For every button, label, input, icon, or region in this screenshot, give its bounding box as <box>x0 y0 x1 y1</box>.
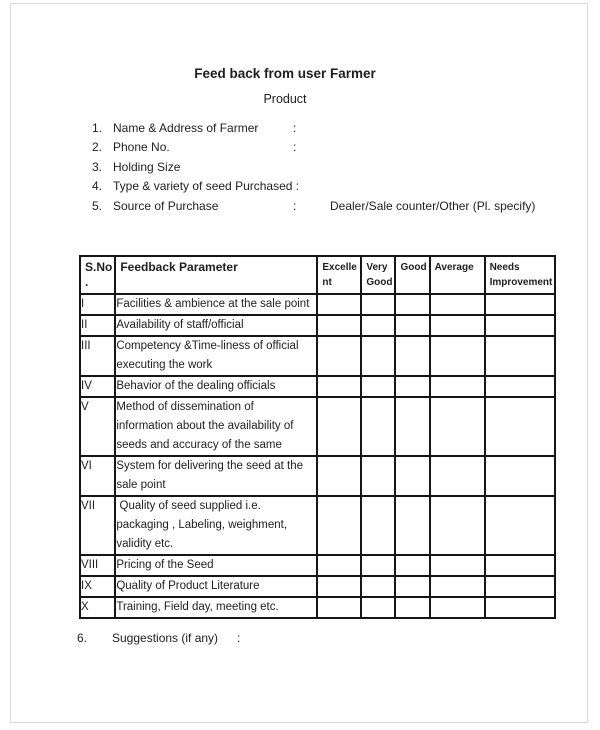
form-field-list <box>92 121 582 218</box>
rating-cell-average <box>430 376 485 397</box>
rating-cell-excellent <box>317 597 361 618</box>
rating-cell-very-good <box>361 597 395 618</box>
table-row <box>80 576 555 597</box>
parameter-text-line: sale point <box>116 479 166 491</box>
rating-cell-good <box>395 376 429 397</box>
parameter-text-line: seeds and accuracy of the same <box>116 439 282 451</box>
field-label: Name & Address of Farmer <box>113 121 259 135</box>
rating-cell-average <box>430 576 485 597</box>
table-row <box>80 397 555 456</box>
sno-cell <box>80 315 115 336</box>
table-row <box>80 336 555 376</box>
parameter-cell <box>115 294 317 315</box>
rating-cell-very-good <box>361 496 395 555</box>
header-text-line: Good <box>400 262 427 273</box>
table-row <box>80 597 555 618</box>
sno-text: VIII <box>81 559 99 571</box>
header-text-line: Excelle <box>322 262 357 273</box>
header-text-line: Improvement <box>489 277 553 288</box>
rating-cell-excellent <box>317 397 361 456</box>
rating-cell-excellent <box>317 576 361 597</box>
rating-cell-good <box>395 576 429 597</box>
rating-cell-excellent <box>317 336 361 376</box>
rating-cell-good <box>395 336 429 376</box>
field-value: Dealer/Sale counter/Other (Pl. specify) <box>330 198 536 213</box>
column-header-good <box>395 256 429 294</box>
field-number: 2. <box>92 140 103 155</box>
field-label: Phone No. <box>113 140 170 155</box>
rating-cell-needs-improvement <box>485 456 556 496</box>
header-text-line: Good <box>366 277 393 288</box>
column-header-very-good <box>361 256 395 294</box>
rating-cell-needs-improvement <box>485 576 556 597</box>
form-field <box>92 199 582 218</box>
parameter-text-line: System for delivering the seed at the <box>116 460 303 472</box>
header-text-line: nt <box>322 277 332 288</box>
rating-cell-needs-improvement <box>485 496 556 555</box>
rating-cell-very-good <box>361 336 395 376</box>
table-row <box>80 294 555 315</box>
table-row <box>80 456 555 496</box>
rating-cell-very-good <box>361 397 395 456</box>
rating-cell-good <box>395 555 429 576</box>
parameter-cell <box>115 555 317 576</box>
rating-cell-needs-improvement <box>485 597 556 618</box>
header-text-line: . <box>85 275 89 289</box>
sno-text: X <box>81 601 89 613</box>
parameter-cell <box>115 576 317 597</box>
sno-cell <box>80 597 115 618</box>
parameter-cell <box>115 496 317 555</box>
sno-cell <box>80 555 115 576</box>
rating-cell-good <box>395 456 429 496</box>
rating-cell-good <box>395 397 429 456</box>
parameter-text-line: validity etc. <box>116 538 174 550</box>
sno-text: III <box>81 340 91 352</box>
field-colon: : <box>293 198 297 213</box>
header-row <box>80 256 555 294</box>
parameter-text-line: Quality of seed supplied i.e. <box>116 500 261 512</box>
form-field <box>92 121 582 140</box>
sno-text: VII <box>81 500 96 512</box>
rating-cell-average <box>430 397 485 456</box>
page-subtitle: Product <box>263 92 307 106</box>
field-number: 3. <box>92 159 103 174</box>
sno-text: IV <box>81 380 92 392</box>
table-row <box>80 376 555 397</box>
sno-cell <box>80 376 115 397</box>
sno-cell <box>80 576 115 597</box>
field-number: 4. <box>92 179 103 194</box>
rating-cell-excellent <box>317 555 361 576</box>
form-field <box>92 179 582 198</box>
field-label: Source of Purchase <box>113 198 219 213</box>
field-colon: : <box>293 140 297 155</box>
rating-cell-needs-improvement <box>485 336 556 376</box>
rating-cell-very-good <box>361 456 395 496</box>
parameter-cell <box>115 315 317 336</box>
sno-text: IX <box>81 580 92 592</box>
field-label: Suggestions (if any) <box>112 631 219 645</box>
rating-cell-needs-improvement <box>485 555 556 576</box>
rating-cell-needs-improvement <box>485 315 556 336</box>
parameter-text-line: Pricing of the Seed <box>116 559 214 571</box>
rating-cell-average <box>430 555 485 576</box>
header-text-line: S.No <box>85 260 113 274</box>
rating-cell-very-good <box>361 376 395 397</box>
form-field <box>92 160 582 179</box>
table-row <box>80 315 555 336</box>
parameter-cell <box>115 376 317 397</box>
rating-cell-good <box>395 315 429 336</box>
column-header-sno <box>80 256 115 294</box>
parameter-text-line: packaging , Labeling, weighment, <box>116 519 288 531</box>
parameter-text-line: Quality of Product Literature <box>116 580 260 592</box>
rating-cell-very-good <box>361 294 395 315</box>
table-header <box>80 256 555 294</box>
rating-cell-average <box>430 294 485 315</box>
table-row <box>80 496 555 555</box>
column-header-average <box>430 256 485 294</box>
field-label: Type & variety of seed Purchased : <box>113 179 300 194</box>
sno-cell <box>80 456 115 496</box>
parameter-text-line: Competency &Time-liness of official <box>116 340 299 352</box>
sno-text: II <box>81 319 88 331</box>
sno-text: I <box>81 298 85 310</box>
column-header-feedback-parameter <box>115 256 317 294</box>
header-text-line: Feedback Parameter <box>120 260 238 274</box>
page-title: Feed back from user Farmer <box>194 66 376 81</box>
sno-cell <box>80 496 115 555</box>
rating-cell-very-good <box>361 555 395 576</box>
field-number: 1. <box>92 121 103 135</box>
parameter-cell <box>115 397 317 456</box>
rating-cell-excellent <box>317 294 361 315</box>
rating-cell-average <box>430 597 485 618</box>
rating-cell-excellent <box>317 456 361 496</box>
field-number: 5. <box>92 198 103 213</box>
parameter-cell <box>115 456 317 496</box>
rating-cell-very-good <box>361 576 395 597</box>
field-colon: : <box>237 631 241 645</box>
parameter-cell <box>115 336 317 376</box>
parameter-text-line: Availability of staff/official <box>116 319 244 331</box>
parameter-text-line: Behavior of the dealing officials <box>116 380 276 392</box>
rating-cell-average <box>430 496 485 555</box>
rating-cell-good <box>395 597 429 618</box>
header-text-line: Needs <box>489 262 520 273</box>
parameter-text-line: information about the availability of <box>116 420 294 432</box>
rating-cell-excellent <box>317 376 361 397</box>
sno-cell <box>80 397 115 456</box>
table-body <box>80 294 555 618</box>
rating-cell-good <box>395 294 429 315</box>
sno-text: VI <box>81 460 92 472</box>
rating-cell-average <box>430 315 485 336</box>
field-number: 6. <box>77 631 88 645</box>
sno-cell <box>80 336 115 376</box>
sno-text: V <box>81 401 89 413</box>
header-text-line: Very <box>366 262 388 273</box>
form-field <box>92 140 582 159</box>
parameter-cell <box>115 597 317 618</box>
rating-cell-needs-improvement <box>485 397 556 456</box>
suggestions-field <box>0 631 600 649</box>
field-colon: : <box>293 121 297 135</box>
parameter-text-line: Method of dissemination of <box>116 401 254 413</box>
rating-cell-very-good <box>361 315 395 336</box>
rating-cell-average <box>430 336 485 376</box>
feedback-table <box>79 255 556 619</box>
rating-cell-excellent <box>317 496 361 555</box>
field-label: Holding Size <box>113 159 181 174</box>
rating-cell-needs-improvement <box>485 376 556 397</box>
parameter-text-line: Training, Field day, meeting etc. <box>116 601 279 613</box>
column-header-needs-improvement <box>485 256 556 294</box>
rating-cell-needs-improvement <box>485 294 556 315</box>
table-row <box>80 555 555 576</box>
rating-cell-average <box>430 456 485 496</box>
rating-cell-excellent <box>317 315 361 336</box>
column-header-excellent <box>317 256 361 294</box>
rating-cell-good <box>395 496 429 555</box>
sno-cell <box>80 294 115 315</box>
parameter-text-line: executing the work <box>116 359 213 371</box>
parameter-text-line: Facilities & ambience at the sale point <box>116 298 310 310</box>
header-text-line: Average <box>434 262 474 273</box>
